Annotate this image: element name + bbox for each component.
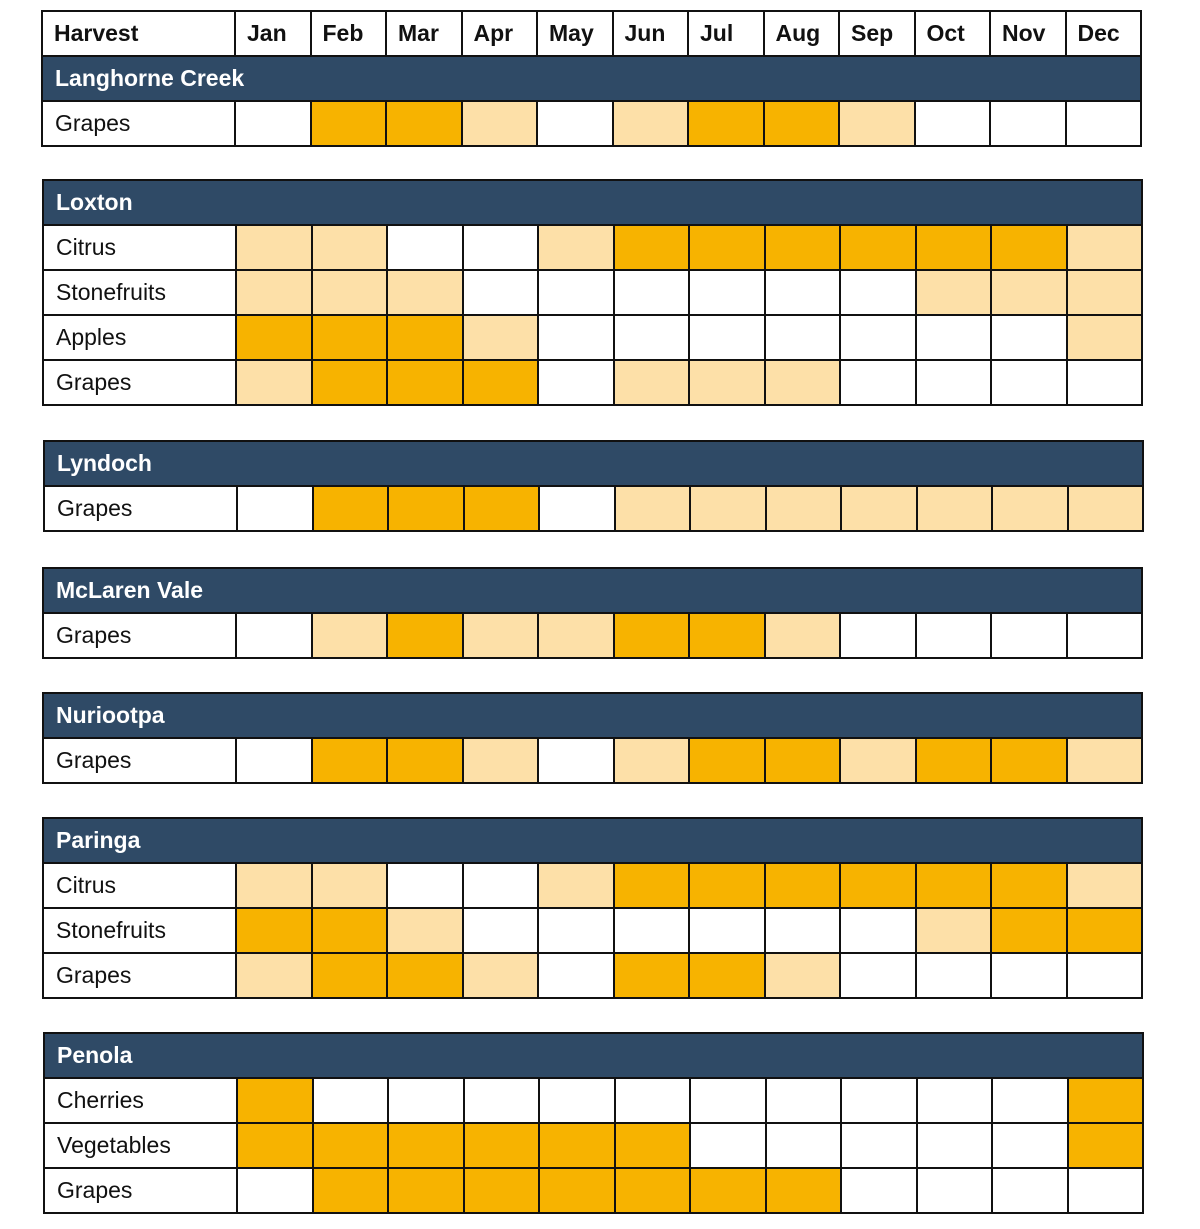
month-cell-jul: [690, 486, 766, 531]
month-cell-mar: [388, 486, 464, 531]
month-cell-dec: [1067, 953, 1143, 998]
region-header-row: [43, 818, 1142, 863]
crop-row: [43, 360, 1142, 405]
month-cell-oct: [916, 270, 992, 315]
month-cell-jul: [688, 101, 764, 146]
crop-row: [43, 270, 1142, 315]
month-cell-feb: [313, 1078, 389, 1123]
region-name: McLaren Vale: [43, 568, 1142, 613]
month-cell-may: [538, 953, 614, 998]
month-cell-jul: [689, 953, 765, 998]
month-cell-feb: [311, 101, 387, 146]
month-cell-jun: [615, 1168, 691, 1213]
month-cell-apr: [464, 1168, 540, 1213]
month-header-sep: Sep: [839, 11, 915, 56]
month-cell-may: [538, 908, 614, 953]
month-cell-jul: [690, 1168, 766, 1213]
month-cell-jun: [614, 953, 690, 998]
month-cell-feb: [313, 1123, 389, 1168]
month-cell-jul: [689, 613, 765, 658]
month-cell-oct: [915, 101, 991, 146]
month-cell-apr: [463, 225, 539, 270]
crop-name: Grapes: [43, 738, 236, 783]
month-cell-jan: [237, 486, 313, 531]
month-cell-feb: [312, 315, 388, 360]
month-cell-may: [538, 315, 614, 360]
month-cell-may: [539, 1123, 615, 1168]
month-cell-sep: [841, 1123, 917, 1168]
month-cell-jun: [613, 101, 689, 146]
month-cell-aug: [766, 1123, 842, 1168]
month-cell-jun: [614, 360, 690, 405]
month-cell-sep: [840, 225, 916, 270]
month-cell-sep: [840, 738, 916, 783]
month-cell-mar: [387, 908, 463, 953]
month-cell-nov: [992, 1168, 1068, 1213]
month-cell-nov: [990, 101, 1066, 146]
month-cell-jan: [236, 613, 312, 658]
crop-name: Grapes: [43, 953, 236, 998]
region-header-row: [43, 180, 1142, 225]
crop-row: [43, 738, 1142, 783]
month-cell-apr: [463, 738, 539, 783]
month-cell-jul: [689, 270, 765, 315]
month-cell-nov: [991, 360, 1067, 405]
month-cell-aug: [765, 953, 841, 998]
month-cell-nov: [991, 908, 1067, 953]
month-cell-mar: [386, 101, 462, 146]
crop-row: [43, 953, 1142, 998]
month-cell-apr: [464, 486, 540, 531]
month-cell-mar: [387, 315, 463, 360]
month-cell-sep: [840, 908, 916, 953]
month-cell-jan: [236, 315, 312, 360]
month-cell-dec: [1067, 225, 1143, 270]
month-cell-feb: [313, 486, 389, 531]
month-header-jun: Jun: [613, 11, 689, 56]
month-cell-feb: [312, 613, 388, 658]
month-cell-jul: [690, 1078, 766, 1123]
month-cell-nov: [991, 315, 1067, 360]
crop-name: Cherries: [44, 1078, 237, 1123]
crop-row: [44, 1123, 1143, 1168]
month-cell-nov: [992, 1078, 1068, 1123]
month-cell-sep: [839, 101, 915, 146]
month-header-jan: Jan: [235, 11, 311, 56]
crop-name: Citrus: [43, 225, 236, 270]
month-cell-may: [538, 360, 614, 405]
month-cell-apr: [464, 1123, 540, 1168]
region-header-row: [44, 1033, 1143, 1078]
month-cell-jan: [236, 360, 312, 405]
month-cell-jun: [614, 613, 690, 658]
crop-name: Grapes: [42, 101, 235, 146]
month-cell-jul: [689, 225, 765, 270]
month-cell-jan: [236, 953, 312, 998]
month-cell-apr: [463, 270, 539, 315]
region-name: Nuriootpa: [43, 693, 1142, 738]
month-cell-dec: [1067, 738, 1143, 783]
month-header-mar: Mar: [386, 11, 462, 56]
month-cell-mar: [387, 270, 463, 315]
month-header-dec: Dec: [1066, 11, 1142, 56]
crop-row: [43, 613, 1142, 658]
crop-row: [43, 225, 1142, 270]
month-cell-jul: [689, 315, 765, 360]
month-cell-aug: [765, 738, 841, 783]
crop-name: Grapes: [44, 1168, 237, 1213]
month-cell-may: [537, 101, 613, 146]
month-cell-mar: [387, 953, 463, 998]
region-table: [42, 567, 1143, 659]
crop-row: [42, 101, 1141, 146]
month-cell-dec: [1068, 1168, 1144, 1213]
month-cell-jul: [689, 360, 765, 405]
month-header-feb: Feb: [311, 11, 387, 56]
month-cell-feb: [312, 225, 388, 270]
header-row: [42, 11, 1141, 56]
month-cell-oct: [916, 908, 992, 953]
month-cell-feb: [312, 270, 388, 315]
month-cell-oct: [916, 863, 992, 908]
month-cell-feb: [312, 360, 388, 405]
month-cell-jul: [689, 863, 765, 908]
month-cell-apr: [463, 908, 539, 953]
region-table: [43, 440, 1144, 532]
month-cell-aug: [765, 908, 841, 953]
month-cell-apr: [463, 613, 539, 658]
month-cell-may: [538, 863, 614, 908]
month-cell-dec: [1067, 360, 1143, 405]
month-cell-apr: [464, 1078, 540, 1123]
month-header-aug: Aug: [764, 11, 840, 56]
crop-name: Apples: [43, 315, 236, 360]
month-cell-jan: [236, 270, 312, 315]
month-cell-jun: [615, 486, 691, 531]
month-cell-nov: [991, 953, 1067, 998]
month-cell-dec: [1067, 315, 1143, 360]
month-cell-jul: [689, 738, 765, 783]
month-header-may: May: [537, 11, 613, 56]
month-cell-sep: [841, 1078, 917, 1123]
month-cell-aug: [765, 613, 841, 658]
month-cell-aug: [764, 101, 840, 146]
month-cell-aug: [766, 1078, 842, 1123]
month-cell-apr: [463, 953, 539, 998]
month-cell-aug: [765, 315, 841, 360]
month-cell-sep: [840, 863, 916, 908]
month-cell-jan: [237, 1078, 313, 1123]
month-cell-dec: [1067, 270, 1143, 315]
month-cell-nov: [991, 613, 1067, 658]
month-cell-oct: [916, 738, 992, 783]
month-cell-feb: [313, 1168, 389, 1213]
crop-name: Stonefruits: [43, 270, 236, 315]
month-header-oct: Oct: [915, 11, 991, 56]
month-cell-sep: [841, 1168, 917, 1213]
month-cell-oct: [916, 315, 992, 360]
month-cell-oct: [916, 613, 992, 658]
month-cell-jan: [236, 225, 312, 270]
region-name: Langhorne Creek: [42, 56, 1141, 101]
month-cell-mar: [387, 225, 463, 270]
month-cell-jun: [614, 270, 690, 315]
crop-name: Stonefruits: [43, 908, 236, 953]
month-cell-may: [539, 486, 615, 531]
month-cell-nov: [991, 270, 1067, 315]
month-cell-apr: [463, 360, 539, 405]
month-cell-oct: [916, 225, 992, 270]
month-cell-dec: [1067, 613, 1143, 658]
month-cell-jun: [614, 908, 690, 953]
month-header-table: [41, 10, 1142, 57]
month-cell-feb: [312, 863, 388, 908]
month-cell-mar: [388, 1078, 464, 1123]
month-cell-dec: [1066, 101, 1142, 146]
month-cell-may: [538, 225, 614, 270]
month-cell-nov: [992, 486, 1068, 531]
month-header-jul: Jul: [688, 11, 764, 56]
month-cell-may: [538, 738, 614, 783]
month-cell-apr: [463, 863, 539, 908]
region-header-row: [44, 441, 1143, 486]
crop-name: Vegetables: [44, 1123, 237, 1168]
month-cell-jun: [615, 1078, 691, 1123]
month-cell-sep: [840, 360, 916, 405]
month-cell-aug: [765, 360, 841, 405]
month-cell-dec: [1067, 863, 1143, 908]
month-cell-nov: [991, 225, 1067, 270]
region-table: [43, 1032, 1144, 1214]
harvest-header: Harvest: [42, 11, 235, 56]
month-cell-may: [538, 613, 614, 658]
month-cell-jan: [237, 1168, 313, 1213]
region-table: [42, 692, 1143, 784]
crop-row: [44, 486, 1143, 531]
month-cell-nov: [991, 863, 1067, 908]
month-cell-sep: [840, 953, 916, 998]
crop-name: Citrus: [43, 863, 236, 908]
month-cell-jun: [614, 738, 690, 783]
month-cell-oct: [917, 486, 993, 531]
month-cell-jul: [689, 908, 765, 953]
month-cell-dec: [1068, 1078, 1144, 1123]
region-name: Lyndoch: [44, 441, 1143, 486]
month-cell-sep: [840, 315, 916, 360]
month-cell-dec: [1068, 1123, 1144, 1168]
month-cell-oct: [916, 953, 992, 998]
month-cell-may: [539, 1168, 615, 1213]
month-cell-jun: [614, 225, 690, 270]
month-cell-apr: [462, 101, 538, 146]
month-cell-jun: [614, 863, 690, 908]
month-cell-oct: [917, 1078, 993, 1123]
month-cell-aug: [766, 1168, 842, 1213]
month-cell-aug: [765, 225, 841, 270]
region-name: Penola: [44, 1033, 1143, 1078]
month-cell-jun: [615, 1123, 691, 1168]
crop-name: Grapes: [43, 613, 236, 658]
month-cell-mar: [388, 1123, 464, 1168]
month-cell-aug: [765, 270, 841, 315]
month-cell-jan: [236, 863, 312, 908]
month-cell-oct: [917, 1123, 993, 1168]
region-table: [41, 55, 1142, 147]
month-cell-mar: [387, 360, 463, 405]
month-cell-may: [539, 1078, 615, 1123]
month-cell-sep: [840, 613, 916, 658]
month-cell-sep: [841, 486, 917, 531]
month-header-apr: Apr: [462, 11, 538, 56]
crop-name: Grapes: [44, 486, 237, 531]
month-cell-nov: [992, 1123, 1068, 1168]
month-cell-jul: [690, 1123, 766, 1168]
region-header-row: [42, 56, 1141, 101]
month-cell-may: [538, 270, 614, 315]
region-header-row: [43, 693, 1142, 738]
month-cell-apr: [463, 315, 539, 360]
crop-name: Grapes: [43, 360, 236, 405]
crop-row: [44, 1168, 1143, 1213]
month-cell-mar: [387, 613, 463, 658]
month-cell-aug: [766, 486, 842, 531]
month-cell-feb: [312, 738, 388, 783]
region-name: Loxton: [43, 180, 1142, 225]
month-cell-nov: [991, 738, 1067, 783]
month-cell-feb: [312, 953, 388, 998]
month-cell-sep: [840, 270, 916, 315]
month-header-nov: Nov: [990, 11, 1066, 56]
region-name: Paringa: [43, 818, 1142, 863]
crop-row: [44, 1078, 1143, 1123]
month-cell-mar: [387, 863, 463, 908]
month-cell-jan: [235, 101, 311, 146]
month-cell-oct: [917, 1168, 993, 1213]
month-cell-oct: [916, 360, 992, 405]
crop-row: [43, 908, 1142, 953]
month-cell-jan: [236, 738, 312, 783]
month-cell-jan: [236, 908, 312, 953]
crop-row: [43, 315, 1142, 360]
month-cell-jun: [614, 315, 690, 360]
month-cell-dec: [1068, 486, 1144, 531]
month-cell-mar: [387, 738, 463, 783]
region-table: [42, 179, 1143, 406]
month-cell-mar: [388, 1168, 464, 1213]
month-cell-dec: [1067, 908, 1143, 953]
month-cell-aug: [765, 863, 841, 908]
region-header-row: [43, 568, 1142, 613]
crop-row: [43, 863, 1142, 908]
month-cell-feb: [312, 908, 388, 953]
region-table: [42, 817, 1143, 999]
month-cell-jan: [237, 1123, 313, 1168]
